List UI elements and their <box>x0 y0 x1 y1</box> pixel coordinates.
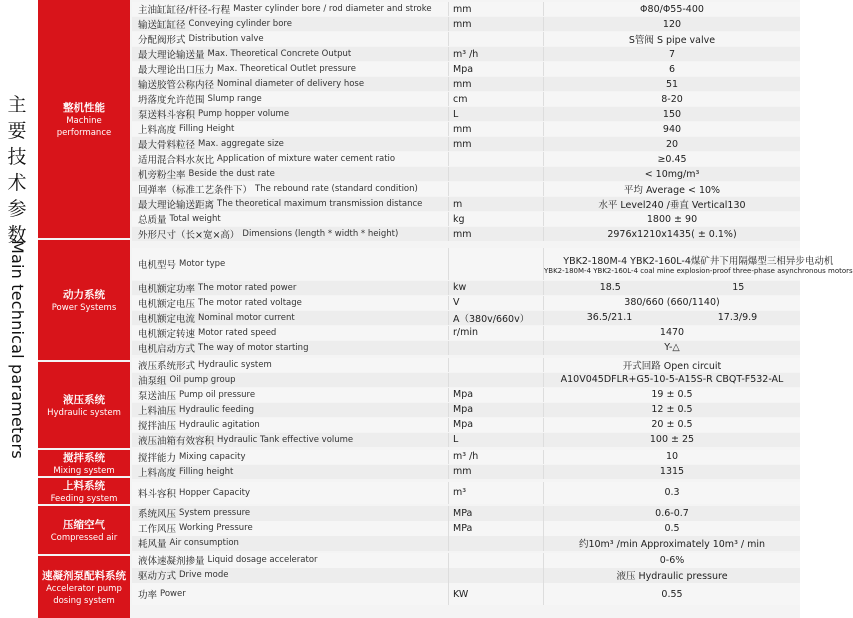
spec-label <box>132 521 449 535</box>
spec-label <box>132 482 449 504</box>
spec-label-cn: 外形尺寸（长×宽×高） <box>138 230 240 242</box>
spec-label-en: Nominal motor current <box>198 312 295 323</box>
spec-row <box>132 521 800 535</box>
spec-row <box>132 137 800 151</box>
category-cn: 液压系统 <box>63 393 105 406</box>
category-5 <box>38 506 130 554</box>
spec-label-en: Distribution valve <box>188 34 264 45</box>
spec-label <box>132 47 449 61</box>
category-2 <box>38 362 130 448</box>
spec-label-en: Motor rated speed <box>198 327 277 338</box>
spec-unit: Mpa <box>449 403 544 417</box>
spec-label-cn: 坍落度允许范围 <box>138 95 205 107</box>
spec-label <box>132 450 449 464</box>
category-en: Feeding system <box>50 493 118 504</box>
spec-unit: r/min <box>449 326 544 340</box>
spec-value: 1470 <box>659 327 685 339</box>
spec-row <box>132 122 800 136</box>
spec-label-en: Air consumption <box>169 538 239 549</box>
spec-unit: Mpa <box>449 62 544 76</box>
spec-value: 940 <box>662 123 682 135</box>
spec-unit: Mpa <box>449 388 544 402</box>
spec-label-cn: 搅拌能力 <box>138 452 177 464</box>
spec-value: 0-6% <box>659 554 685 566</box>
spec-row <box>132 248 853 280</box>
spec-label <box>132 62 449 76</box>
spec-value: 平均 Average < 10% <box>623 185 721 197</box>
spec-value: A10V045DFLR+G5-10-5-A15S-R CBQT-F532-AL <box>560 374 784 386</box>
spec-value: 380/660 (660/1140) <box>624 297 720 309</box>
spec-unit: A（380v/660v） <box>449 311 544 325</box>
spec-unit: m³ <box>449 482 544 504</box>
spec-label-cn: 电机额定电流 <box>138 313 196 325</box>
spec-row <box>132 433 800 447</box>
spec-label <box>132 182 449 196</box>
side-title-cn: 主 要 技 术 参 数 <box>7 94 27 246</box>
spec-label <box>132 465 449 479</box>
spec-unit: mm <box>449 122 544 136</box>
spec-label-en: Max. Theoretical Outlet pressure <box>217 64 356 75</box>
spec-label-en: Pump hopper volume <box>198 109 290 120</box>
spec-unit: mm <box>449 227 544 241</box>
spec-label-cn: 电机额定转速 <box>138 328 196 340</box>
spec-unit <box>449 568 544 582</box>
spec-label <box>132 152 449 166</box>
spec-row <box>132 418 800 432</box>
spec-row <box>132 182 800 196</box>
spec-row <box>132 32 800 46</box>
spec-unit <box>449 536 544 550</box>
category-cn: 上料系统 <box>63 479 105 492</box>
spec-label-en: Liquid dosage accelerator <box>207 555 318 566</box>
spec-value: 20 <box>665 138 679 150</box>
spec-row <box>132 482 800 504</box>
spec-label-en: Motor type <box>179 259 226 269</box>
spec-label-cn: 机旁粉尘率 <box>138 170 186 182</box>
spec-unit: kg <box>449 212 544 226</box>
spec-unit: m³ /h <box>449 47 544 61</box>
spec-row <box>132 227 800 241</box>
spec-label-en: Hydraulic agitation <box>179 419 260 430</box>
spec-label-cn: 耗风量 <box>138 539 167 551</box>
spec-label <box>132 77 449 91</box>
spec-label-cn: 电机启动方式 <box>138 343 196 355</box>
category-en: Power Systems <box>51 302 117 313</box>
spec-label <box>132 433 449 447</box>
spec-value: Φ80/Φ55-400 <box>640 3 704 15</box>
spec-label-cn: 电机型号 <box>138 260 177 271</box>
spec-unit: MPa <box>449 521 544 535</box>
spec-label-cn: 总质量 <box>138 215 167 227</box>
spec-unit: KW <box>449 583 544 605</box>
spec-label <box>132 388 449 402</box>
spec-label-en: Nominal diameter of delivery hose <box>217 79 365 90</box>
spec-value: 7 <box>668 48 676 60</box>
spec-value: 51 <box>665 78 679 90</box>
spec-label <box>132 296 449 310</box>
spec-label-en: Power <box>160 589 186 600</box>
spec-label-cn: 泵送油压 <box>138 390 177 402</box>
spec-label-en: Mixing capacity <box>179 451 246 462</box>
spec-label-en: Conveying cylinder bore <box>188 19 292 30</box>
spec-label <box>132 553 449 567</box>
spec-label-cn: 上料高度 <box>138 467 177 479</box>
spec-value-b: 17.3/9.9 <box>717 312 758 324</box>
category-0 <box>38 0 130 238</box>
spec-unit: cm <box>449 92 544 106</box>
spec-label-en: Filling Height <box>179 124 235 135</box>
spec-unit: V <box>449 296 544 310</box>
spec-label-cn: 输送胶管公称内径 <box>138 80 215 92</box>
spec-value: Y-△ <box>664 342 680 354</box>
spec-label <box>132 568 449 582</box>
spec-value-a: 18.5 <box>599 282 621 294</box>
spec-label <box>132 418 449 432</box>
spec-label-cn: 料斗容积 <box>138 488 177 500</box>
spec-row <box>132 450 800 464</box>
spec-label-cn: 输送缸缸径 <box>138 20 186 32</box>
spec-label <box>132 248 449 280</box>
spec-label-cn: 功率 <box>138 590 158 602</box>
spec-label <box>132 536 449 550</box>
spec-label <box>132 373 449 387</box>
spec-label <box>132 212 449 226</box>
category-cn: 速凝剂泵配料系统 <box>42 569 126 582</box>
spec-row <box>132 536 800 550</box>
spec-label-en: Hopper Capacity <box>179 487 250 498</box>
spec-label <box>132 137 449 151</box>
category-4 <box>38 478 130 504</box>
spec-label-en: Total weight <box>169 214 221 225</box>
spec-value-a: 36.5/21.1 <box>586 312 633 324</box>
spec-label-en: Master cylinder bore / rod diameter and stroke <box>233 4 432 15</box>
category-en: Mixing system <box>53 465 115 476</box>
spec-unit: mm <box>449 2 544 16</box>
spec-value: 6 <box>668 63 676 75</box>
spec-label-en: The way of motor starting <box>198 342 309 353</box>
spec-label-cn: 最大骨料粒径 <box>138 140 196 152</box>
spec-value: ≥0.45 <box>657 153 687 165</box>
spec-value-line1: YBK2-180M-4 YBK2-160L-4煤矿井下用隔爆型三相异步电动机 <box>563 256 834 267</box>
spec-value <box>544 281 800 295</box>
spec-label <box>132 17 449 31</box>
spec-label-cn: 回弹率（标准工艺条件下） <box>138 185 253 197</box>
spec-unit: mm <box>449 17 544 31</box>
spec-label-cn: 电机额定电压 <box>138 298 196 310</box>
category-cn: 搅拌系统 <box>63 451 105 464</box>
spec-label-en: Drive mode <box>179 570 229 581</box>
spec-label-cn: 液压油箱有效容积 <box>138 435 215 447</box>
spec-unit: kw <box>449 281 544 295</box>
spec-label-cn: 液压系统形式 <box>138 360 196 372</box>
category-cn: 整机性能 <box>63 101 105 114</box>
spec-row <box>132 311 800 325</box>
spec-row <box>132 2 800 16</box>
spec-unit: m <box>449 197 544 211</box>
spec-row <box>132 341 800 355</box>
spec-label-en: Filling height <box>179 466 234 477</box>
spec-row <box>132 62 800 76</box>
spec-label <box>132 197 449 211</box>
spec-value: 12 ± 0.5 <box>651 404 693 416</box>
spec-label-cn: 主油缸缸径/杆径-行程 <box>138 5 231 17</box>
spec-value: 19 ± 0.5 <box>651 389 693 401</box>
spec-row <box>132 358 800 372</box>
spec-value: 100 ± 25 <box>649 434 695 446</box>
spec-value: S管阀 S pipe valve <box>628 35 716 47</box>
spec-row <box>132 553 800 567</box>
spec-label <box>132 326 449 340</box>
spec-unit: m³ /h <box>449 450 544 464</box>
spec-label-cn: 最大理论输送量 <box>138 50 205 62</box>
spec-unit: mm <box>449 465 544 479</box>
spec-label-en: Beside the dust rate <box>188 169 275 180</box>
spec-unit <box>449 182 544 196</box>
spec-row <box>132 92 800 106</box>
category-1 <box>38 240 130 360</box>
spec-unit <box>449 167 544 181</box>
category-cn: 动力系统 <box>63 288 105 301</box>
category-cn: 压缩空气 <box>63 518 105 531</box>
spec-row <box>132 326 800 340</box>
spec-row <box>132 373 800 387</box>
spec-label-en: The rebound rate (standard condition) <box>255 184 418 195</box>
spec-unit <box>449 341 544 355</box>
spec-label-en: Pump oil pressure <box>179 389 256 400</box>
spec-row <box>132 583 800 605</box>
spec-value: < 10mg/m³ <box>644 168 700 180</box>
spec-value: 120 <box>662 18 682 30</box>
spec-label <box>132 311 449 325</box>
spec-label-en: The motor rated power <box>198 282 297 293</box>
spec-value: 开式回路 Open circuit <box>622 360 722 372</box>
spec-label <box>132 506 449 520</box>
spec-value: 0.6-0.7 <box>655 507 689 519</box>
spec-label-cn: 最大理论出口压力 <box>138 65 215 77</box>
spec-label-en: Working Pressure <box>179 523 253 534</box>
spec-label-cn: 工作风压 <box>138 524 177 536</box>
spec-unit <box>449 373 544 387</box>
spec-label-cn: 上料油压 <box>138 405 177 417</box>
spec-label <box>132 32 449 46</box>
category-en: Compressed air <box>50 532 118 543</box>
spec-value: 0.55 <box>661 588 683 600</box>
spec-row <box>132 403 800 417</box>
spec-unit <box>449 358 544 372</box>
spec-row <box>132 47 800 61</box>
spec-label <box>132 122 449 136</box>
side-title <box>0 0 34 618</box>
spec-label <box>132 341 449 355</box>
spec-label-en: Max. aggregate size <box>198 139 284 150</box>
spec-label-cn: 最大理论输送距离 <box>138 200 215 212</box>
spec-label-en: Slump range <box>207 94 262 105</box>
spec-label-en: Application of mixture water cement ratio <box>217 154 396 165</box>
spec-unit: Mpa <box>449 418 544 432</box>
spec-label <box>132 583 449 605</box>
spec-label-en: Max. Theoretical Concrete Output <box>207 49 352 60</box>
spec-label-cn: 驱动方式 <box>138 571 177 583</box>
spec-label-en: Dimensions (length * width * height) <box>242 229 399 240</box>
spec-label-cn: 液体速凝剂掺量 <box>138 556 205 568</box>
spec-value: 液压 Hydraulic pressure <box>616 571 728 583</box>
spec-value-line2: YBK2-180M-4 YBK2-160L-4 coal mine explosion-proof three-phase asynchronous motors <box>544 267 853 275</box>
spec-label-en: Hydraulic system <box>198 359 272 370</box>
spec-label-cn: 系统风压 <box>138 509 177 521</box>
category-en: Hydraulic system <box>47 407 121 418</box>
spec-value: 0.5 <box>664 522 680 534</box>
spec-value: 1800 ± 90 <box>646 213 698 225</box>
spec-unit: mm <box>449 77 544 91</box>
spec-row <box>132 388 800 402</box>
category-en: Machine performance <box>56 115 112 138</box>
spec-label-cn: 上料高度 <box>138 125 177 137</box>
spec-row <box>132 281 800 295</box>
spec-value <box>544 248 853 280</box>
spec-row <box>132 17 800 31</box>
spec-row <box>132 296 800 310</box>
spec-row <box>132 568 800 582</box>
category-en: Accelerator pump dosing system <box>46 583 122 606</box>
spec-label-cn: 油泵组 <box>138 375 167 387</box>
spec-row <box>132 197 800 211</box>
spec-value: 20 ± 0.5 <box>651 419 693 431</box>
spec-label-en: Hydraulic feeding <box>179 404 255 415</box>
spec-label-cn: 电机额定功率 <box>138 283 196 295</box>
spec-unit <box>449 152 544 166</box>
spec-label <box>132 107 449 121</box>
spec-row <box>132 152 800 166</box>
spec-row <box>132 212 800 226</box>
spec-row <box>132 167 800 181</box>
spec-row <box>132 465 800 479</box>
category-3 <box>38 450 130 476</box>
spec-label-en: System pressure <box>179 508 251 519</box>
spec-value: 0.3 <box>664 487 680 499</box>
spec-label-cn: 泵送料斗容积 <box>138 110 196 122</box>
spec-unit: mm <box>449 137 544 151</box>
spec-row <box>132 506 800 520</box>
spec-value: 8-20 <box>661 93 683 105</box>
spec-label <box>132 403 449 417</box>
category-6 <box>38 556 130 618</box>
spec-unit <box>449 248 544 280</box>
spec-label-cn: 搅拌油压 <box>138 420 177 432</box>
spec-unit <box>449 553 544 567</box>
spec-value: 约10m³ /min Approximately 10m³ / min <box>578 539 766 551</box>
spec-label <box>132 2 449 16</box>
spec-label <box>132 281 449 295</box>
spec-label-en: The theoretical maximum transmission distance <box>217 199 423 210</box>
spec-label-cn: 适用混合料水灰比 <box>138 155 215 167</box>
spec-value: 150 <box>662 108 682 120</box>
spec-label <box>132 358 449 372</box>
spec-value <box>544 311 800 325</box>
spec-label-cn: 分配阀形式 <box>138 35 186 47</box>
side-title-en: Main technical parameters <box>8 240 27 459</box>
spec-row <box>132 107 800 121</box>
spec-unit: L <box>449 107 544 121</box>
spec-unit: L <box>449 433 544 447</box>
spec-label <box>132 227 449 241</box>
spec-label-en: Hydraulic Tank effective volume <box>217 434 354 445</box>
spec-label <box>132 92 449 106</box>
spec-unit <box>449 32 544 46</box>
spec-label <box>132 167 449 181</box>
spec-table <box>38 0 853 618</box>
spec-value: 2976x1210x1435( ± 0.1%) <box>607 228 737 240</box>
spec-row <box>132 77 800 91</box>
spec-value: 水平 Level240 /垂直 Vertical130 <box>598 200 746 212</box>
spec-label-en: Oil pump group <box>169 374 236 385</box>
spec-value: 1315 <box>659 466 685 478</box>
spec-value-b: 15 <box>732 282 745 294</box>
spec-unit: MPa <box>449 506 544 520</box>
spec-label-en: The motor rated voltage <box>198 297 302 308</box>
spec-value: 10 <box>665 451 679 463</box>
